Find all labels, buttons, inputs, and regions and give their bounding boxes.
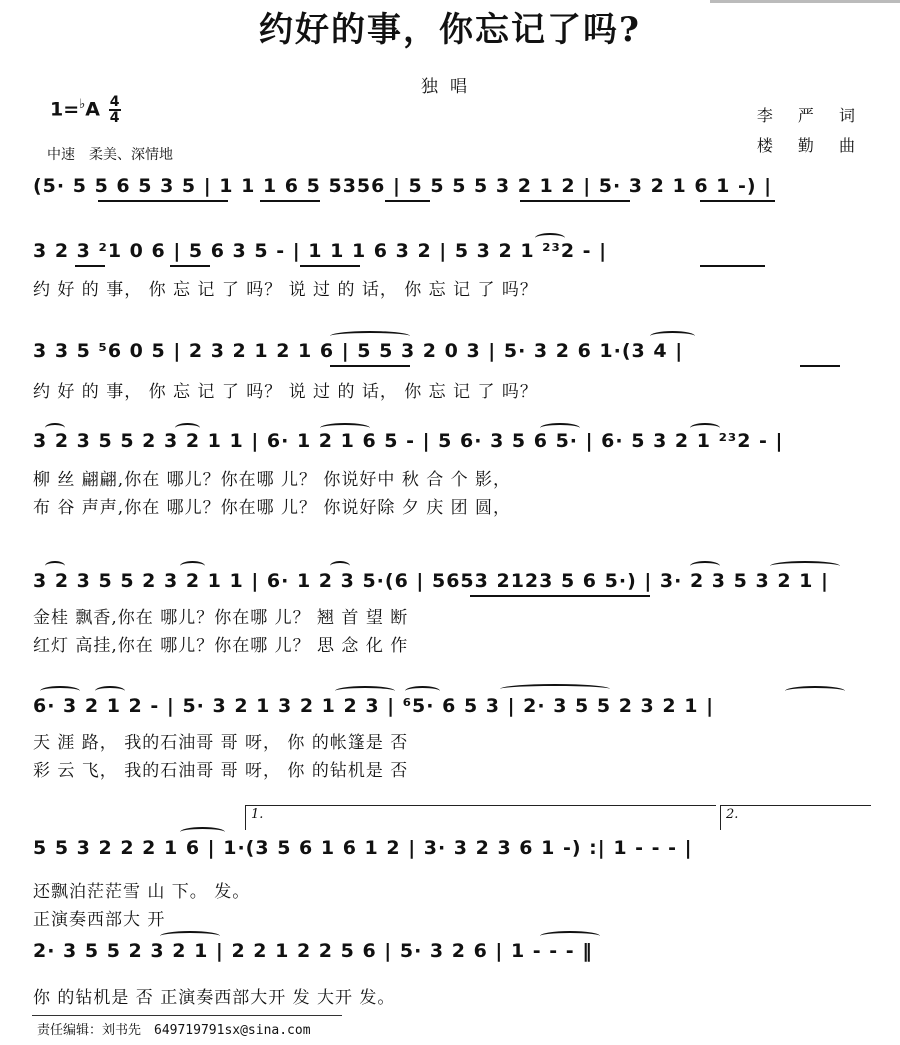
key-signature (50, 95, 121, 125)
lyricist-credit: 李 严 词 (756, 106, 865, 125)
lyrics-line-7b: 正演奏西部大 开 (33, 910, 166, 930)
key-label: 1= (50, 98, 80, 121)
lyrics-line-2: 约 好 的 事， 你 忘 记 了 吗？ 说 过 的 话， 你 忘 记 了 吗？ (33, 280, 538, 300)
tempo-marking: 中速 柔美、深情地 (47, 147, 173, 163)
time-top: 4 (109, 94, 120, 110)
composer-credit: 楼 勤 曲 (756, 136, 865, 155)
time-bottom: 4 (109, 110, 120, 126)
key-flat: ♭ (79, 97, 86, 113)
time-signature (109, 95, 121, 125)
notes-line-7: 5 5 3 2 2 2 1 6 | 1·(3 5 6 1 6 1 2 | 3· 3 2 3 6 1 -) :| 1 - - - | (33, 837, 693, 859)
lyrics-line-3: 约 好 的 事， 你 忘 记 了 吗？ 说 过 的 话， 你 忘 记 了 吗？ (33, 382, 538, 402)
lyrics-line-8: 你 的钻机是 否 正演奏西部大开 发 大开 发。 (33, 988, 396, 1008)
song-title: 约好的事，你忘记了吗? (259, 10, 641, 50)
performance-type: 独唱 (421, 77, 479, 97)
lyrics-line-4a: 柳 丝 翩翩,你在 哪儿？你在哪 儿？ 你说好中 秋 合 个 影， (33, 470, 512, 490)
lyrics-line-6a: 天 涯 路， 我的石油哥 哥 呀， 你 的帐篷是 否 (33, 733, 409, 753)
second-ending-label: 2. (726, 807, 739, 822)
footer-rule (32, 1015, 342, 1016)
notes-line-1: (5· 5 5 6 5 3 5 | 1 1 1 6 5 5356 | 5 5 5 5 3 2 1 2 | 5· 3 2 1 6 1 -) | (33, 175, 773, 197)
notes-line-3: 3 3 5 ⁵6 0 5 | 2 3 2 1 2 1 6 | 5 5 3 2 0 3 | 5· 3 2 6 1·(3 4 | (33, 340, 684, 362)
editor-footer: 责任编辑：刘书先 649719791sx@sina.com (37, 1023, 311, 1038)
lyrics-line-6b: 彩 云 飞， 我的石油哥 哥 呀， 你 的钻机是 否 (33, 761, 409, 781)
second-ending-bracket (720, 805, 871, 830)
lyrics-line-4b: 布 谷 声声,你在 哪儿？你在哪 儿？ 你说好除 夕 庆 团 圆， (33, 498, 512, 518)
notes-line-8: 2· 3 5 5 2 3 2 1 | 2 2 1 2 2 5 6 | 5· 3 2 6 | 1 - - - ‖ (33, 940, 593, 962)
lyrics-line-5b: 红灯 高挂,你在 哪儿？你在哪 儿？ 思 念 化 作 (33, 636, 409, 656)
lyrics-line-7a: 还飘泊茫茫雪 山 下。 发。 (33, 882, 251, 902)
lyrics-line-5a: 金桂 飘香,你在 哪儿？你在哪 儿？ 翘 首 望 断 (33, 608, 409, 628)
first-ending-bracket (245, 805, 716, 830)
notes-line-6: 6· 3 2 1 2 - | 5· 3 2 1 3 2 1 2 3 | ⁶5· 6 5 3 | 2· 3 5 5 2 3 2 1 | (33, 695, 715, 717)
notes-line-4: 3 2 3 5 5 2 3 2 1 1 | 6· 1 2 1 6 5 - | 5 6· 3 5 6 5· | 6· 5 3 2 1 ²³2 - | (33, 430, 784, 452)
notes-line-5: 3 2 3 5 5 2 3 2 1 1 | 6· 1 2 3 5·(6 | 5653 2123 5 6 5·) | 3· 2 3 5 3 2 1 | (33, 570, 829, 592)
key-letter: A (85, 98, 100, 121)
first-ending-label: 1. (251, 807, 264, 822)
notes-line-2: 3 2 3 ²1 0 6 | 5 6 3 5 - | 1 1 1 6 3 2 | 5 3 2 1 ²³2 - | (33, 240, 608, 262)
